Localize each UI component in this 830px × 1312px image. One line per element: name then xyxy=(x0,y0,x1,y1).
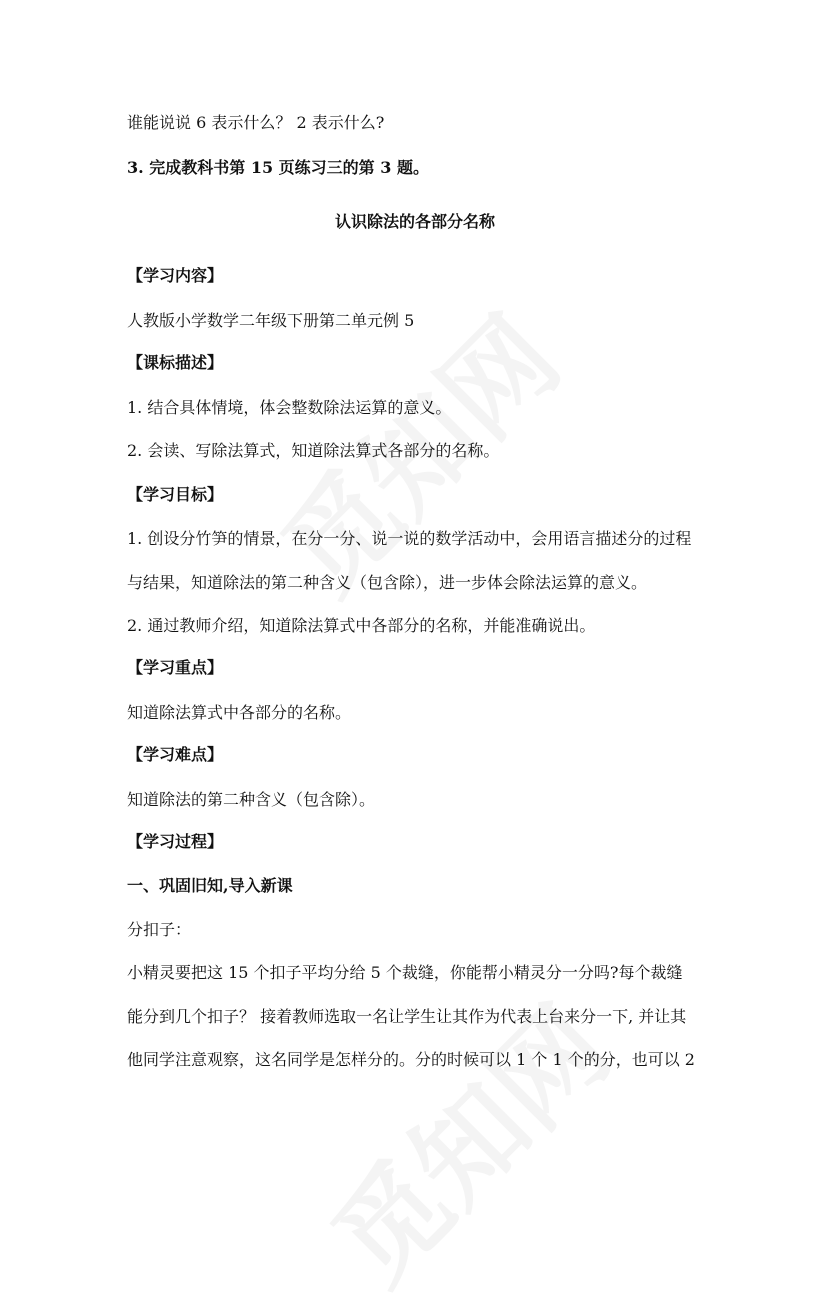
lesson-title: 认识除法的各部分名称 xyxy=(334,212,495,231)
text-line: 知道除法的第二种含义（包含除）。 xyxy=(127,790,376,809)
text-line: 能分到几个扣子？ 接着教师选取一名让学生让其作为代表上台来分一下, 并让其 xyxy=(127,1007,687,1026)
text-line: 分扣子： xyxy=(127,920,192,939)
section-heading: 【学习过程】 xyxy=(127,832,224,851)
section-heading: 【学习目标】 xyxy=(127,485,224,504)
text-line: 知道除法算式中各部分的名称。 xyxy=(127,703,352,722)
section-heading: 【学习内容】 xyxy=(127,266,224,285)
text-line: 2. 会读、写除法算式，知道除法算式各部分的名称。 xyxy=(127,441,500,460)
text-line: 谁能说说 6 表示什么？ 2 表示什么? xyxy=(127,113,385,132)
text-line: 与结果，知道除法的第二种含义（包含除），进一步体会除法运算的意义。 xyxy=(127,573,648,592)
text-line: 人教版小学数学二年级下册第二单元例 5 xyxy=(127,311,415,330)
section-heading: 【课标描述】 xyxy=(127,353,224,372)
section-heading: 【学习重点】 xyxy=(127,658,224,677)
text-line: 1. 结合具体情境，体会整数除法运算的意义。 xyxy=(127,398,452,417)
task-instruction: 3. 完成教科书第 15 页练习三的第 3 题。 xyxy=(127,158,429,177)
text-line: 小精灵要把这 15 个扣子平均分给 5 个裁缝，你能帮小精灵分一分吗?每个裁缝 xyxy=(127,963,683,982)
text-line: 2. 通过教师介绍，知道除法算式中各部分的名称，并能准确说出。 xyxy=(127,616,596,635)
text-line: 1. 创设分竹笋的情景，在分一分、说一说的数学活动中，会用语言描述分的过程 xyxy=(127,529,692,548)
text-line: 他同学注意观察，这名同学是怎样分的。分的时候可以 1 个 1 个的分，也可以 2 xyxy=(127,1050,695,1069)
subsection-heading: 一、巩固旧知,导入新课 xyxy=(127,876,293,895)
section-heading: 【学习难点】 xyxy=(127,745,224,764)
